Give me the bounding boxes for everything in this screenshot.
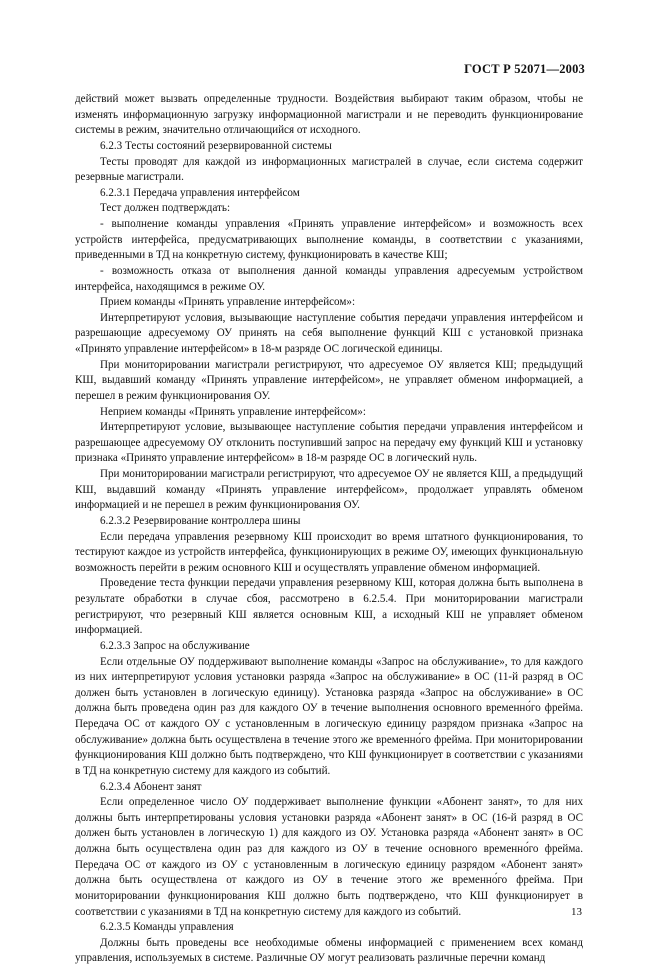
paragraph: Проведение теста функции передачи управления резервному КШ, которая должна быть выполнена в результате обработки в случае сбоя, рассмотрено в 6.2.5.4. При мониторировании магистрали регистрируют, что резервный КШ является основным КШ, а исходный КШ не управляет обменом информацией. — [75, 577, 583, 637]
paragraph: Если передача управления резервному КШ происходит во время штатного функционирования, то тестируют каждое из устройств интерфейса, функционирующих в режиме ОУ, имеющих функциональную возможность перейти в режим основного КШ и осуществлять управление обменом информацией. — [75, 530, 583, 574]
paragraph: Тесты проводят для каждой из информационных магистралей в случае, если система содержит резервные магистрали. — [75, 155, 583, 184]
section-heading-6-2-3-1: 6.2.3.1 Передача управления интерфейсом — [100, 186, 300, 199]
list-item: - выполнение команды управления «Принять управление интерфейсом» и возможность всех устройств интерфейса, предусматривающих выполнение команды, в соответствии с указаниями, приведенными в ТД на конкретную систему, функционировать в качестве КШ; — [75, 218, 583, 262]
section-heading-6-2-3-4: 6.2.3.4 Абонент занят — [100, 780, 202, 793]
section-heading-6-2-3-2: 6.2.3.2 Резервирование контроллера шины — [100, 514, 301, 527]
document-body — [75, 92, 583, 967]
paragraph: Если отдельные ОУ поддерживают выполнение команды «Запрос на обслуживание», то для каждого из них интерпретируют условия установки разряда «Запрос на обслуживание» в ОС (11-й разряд в ОС должен быть установлен в логическую единицу). Установка разряда «Запрос на обслуживание» в ОС должна быть проведена один раз для каждого ОУ в течение выполнения основного временно́го фрейма. Передача ОС от каждого ОУ с установленным в логическую единицу разрядом признака «Запрос на обслуживание» должна быть осуществлена в течение этого же временно́го фрейма. При мониторировании функционирования КШ должно быть подтверждено, что КШ функционирует в соответствии с указаниями в ТД на конкретную систему для каждого из событий. — [75, 655, 583, 777]
paragraph: Неприем команды «Принять управление интерфейсом»: — [100, 405, 366, 418]
paragraph: Интерпретируют условия, вызывающие наступление события передачи управления интерфейсом и разрешающие адресуемому ОУ принять на себя выполнение функций КШ с установкой признака «Принято управление интерфейсом» в 18-м разряде ОС логической единицы. — [75, 311, 583, 355]
paragraph: При мониторировании магистрали регистрируют, что адресуемое ОУ является КШ; предыдущий КШ, выдавший команду «Принять управление интерфейсом», не управляет обменом информацией, а перешел в режим функционирования ОУ. — [75, 358, 583, 402]
paragraph: Должны быть проведены все необходимые обмены информацией с применением всех команд управления, используемых в системе. Различные ОУ могут реализовать различные перечни команд — [75, 936, 583, 965]
paragraph: Если определенное число ОУ поддерживает выполнение функции «Абонент занят», то для них должны быть интерпретированы условия установки разряда «Абонент занят» в ОС (16-й разряд в ОС должен быть установлен в логическую 1) для каждого из ОУ. Установка разряда «Абонент занят» в ОС должна быть осуществлена один раз для каждого из ОУ в течение основного временно́го фрейма. Передача ОС от каждого из ОУ с установленным в логическую единицу разрядом «Абонент занят» должна быть осуществлена от каждого из ОУ в течение этого же временно́го фрейма. При мониторировании функционирования КШ должно быть подтверждено, что КШ функционирует в соответствии с указаниями в ТД на конкретную систему для каждого из событий. — [75, 796, 583, 918]
section-heading-6-2-3: 6.2.3 Тесты состояний резервированной системы — [100, 139, 332, 152]
paragraph: Прием команды «Принять управление интерфейсом»: — [100, 296, 356, 309]
paragraph: Тест должен подтверждать: — [100, 202, 231, 215]
page-number: 13 — [571, 906, 582, 918]
section-heading-6-2-3-5: 6.2.3.5 Команды управления — [100, 921, 234, 934]
paragraph: При мониторировании магистрали регистрируют, что адресуемое ОУ не является КШ, а предыдущий КШ, выдавший команду «Принять управление интерфейсом», продолжает управлять обменом информацией и не перешел в режим функционирования ОУ. — [75, 468, 583, 512]
section-heading-6-2-3-3: 6.2.3.3 Запрос на обслуживание — [100, 639, 250, 652]
list-item: - возможность отказа от выполнения данной команды управления адресуемым устройством интерфейса, находящимся в режиме ОУ. — [75, 264, 583, 293]
paragraph: Интерпретируют условие, вызывающее наступление события передачи управления интерфейсом и разрешающее адресуемому ОУ отклонить поступивший запрос на передачу ему функций КШ и установку признака «Принято управление интерфейсом» в 18-м разряде ОС в логический нуль. — [75, 421, 583, 465]
paragraph: действий может вызвать определенные трудности. Воздействия выбирают таким образом, чтобы не изменять информационную загрузку информационной магистрали и не переводить функционирование системы в режим, значительно отличающийся от исходного. — [75, 93, 583, 137]
standard-designation: ГОСТ Р 52071—2003 — [464, 62, 585, 76]
